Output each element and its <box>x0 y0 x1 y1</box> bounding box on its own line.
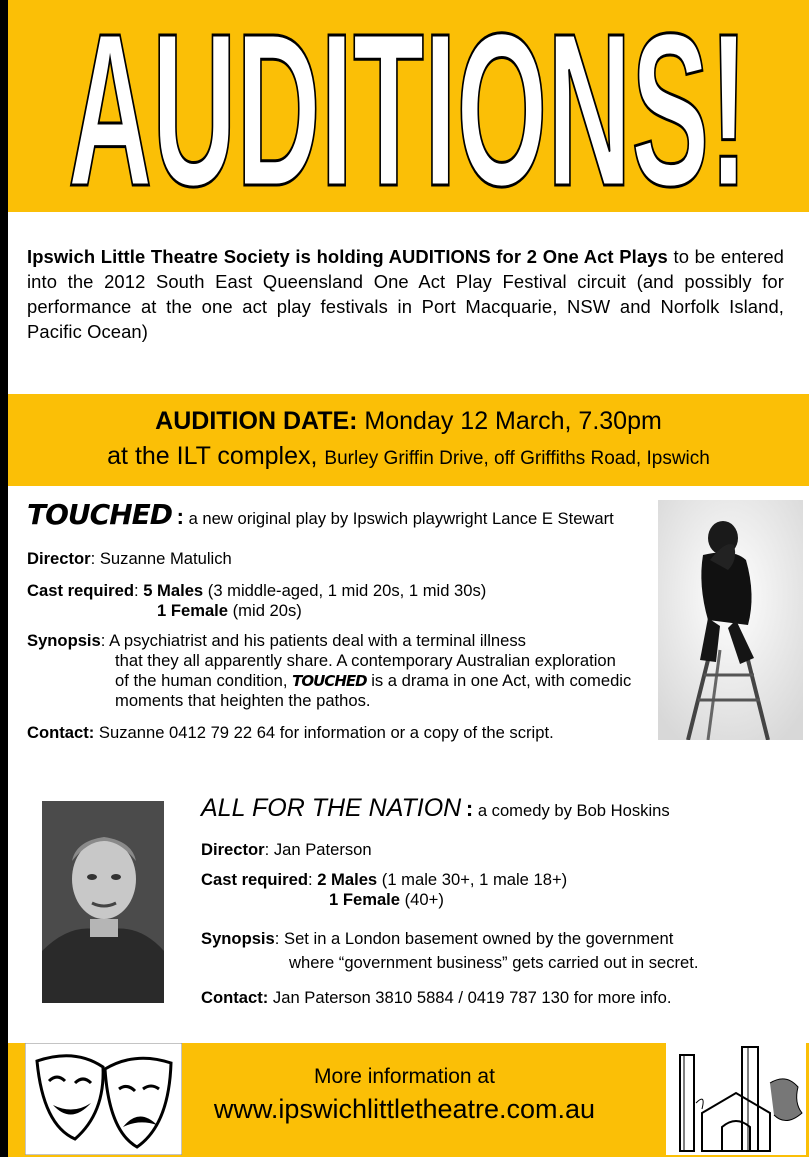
synopsis-line-1: : A psychiatrist and his patients deal with a terminal illness <box>100 631 526 650</box>
title-colon: : <box>465 796 474 821</box>
cast-males-detail: (3 middle-aged, 1 mid 20s, 1 mid 30s) <box>207 581 487 600</box>
audition-date-band <box>8 394 809 486</box>
synopsis-line-3b: is a drama in one Act, with comedic <box>371 671 632 690</box>
cast-sep: : <box>307 870 318 889</box>
website-link[interactable]: www.ipswichlittletheatre.com.au <box>213 1094 596 1124</box>
synopsis-line-1: : Set in a London basement owned by the government <box>274 929 674 948</box>
audition-venue-value: Burley Griffin Drive, off Griffiths Road, Ipswich <box>324 448 710 469</box>
play-touched-title: TOUCHED <box>27 498 172 531</box>
play-touched-tagline: a new original play by Ipswich playwright Lance E Stewart <box>188 509 614 528</box>
play-nation-tagline: a comedy by Bob Hoskins <box>477 801 670 820</box>
synopsis-line-4: moments that heighten the pathos. <box>115 691 371 710</box>
cast-row <box>201 870 567 890</box>
contact-value: Suzanne 0412 79 22 64 for information or a copy of the script. <box>98 723 554 742</box>
synopsis-line-2: that they all apparently share. A contemporary Australian exploration <box>115 651 616 670</box>
director-label: Director <box>201 840 265 859</box>
play-nation-title: ALL FOR THE NATION <box>201 794 462 822</box>
director-row <box>201 840 372 860</box>
cast-female-row <box>157 601 302 621</box>
more-info-text: More information at <box>314 1065 495 1088</box>
contact-label: Contact: <box>201 988 269 1007</box>
synopsis-line-3a: of the human condition, <box>115 671 288 690</box>
intro-rest: to be entered into the 2012 South East Queensland One Act Play Festival circuit (and possibly for performance at the one act play festivals in Port Macquarie, NSW and Norfolk Island, Pacific Ocean) <box>27 246 785 342</box>
cast-female-detail: (40+) <box>404 890 444 909</box>
synopsis-line-3-row <box>115 671 631 691</box>
synopsis-line-2-row <box>289 953 699 973</box>
audition-date-label: AUDITION DATE: <box>155 407 358 435</box>
synopsis-label: Synopsis <box>27 631 101 650</box>
play-all-for-the-nation <box>201 794 801 1018</box>
cast-female-row <box>329 890 444 910</box>
cast-sep: : <box>133 581 144 600</box>
play-touched-title-row <box>27 498 614 531</box>
title-colon: : <box>176 504 184 529</box>
audition-date-value: Monday 12 March, 7.30pm <box>364 407 662 435</box>
synopsis-line-2-row <box>115 651 616 671</box>
contact-label: Contact: <box>27 723 95 742</box>
cast-female: 1 Female <box>329 890 401 909</box>
cast-males-detail: (1 male 30+, 1 male 18+) <box>381 870 568 889</box>
synopsis-label: Synopsis <box>201 929 275 948</box>
cast-males: 2 Males <box>317 870 378 889</box>
synopsis-row <box>201 929 673 949</box>
cast-female: 1 Female <box>157 601 229 620</box>
intro-lead: Ipswich Little Theatre Society is holding AUDITIONS for 2 One Act Plays <box>27 246 668 267</box>
touched-silhouette-photo <box>658 500 803 740</box>
cast-row <box>27 581 486 601</box>
synopsis-line-2: where “government business” gets carried out in secret. <box>289 953 699 972</box>
play-nation-title-row <box>201 794 670 822</box>
play-touched <box>27 498 667 755</box>
contact-row <box>27 723 554 743</box>
headline <box>0 0 809 212</box>
headline-text: AUDITIONS! <box>68 0 748 212</box>
director-row <box>27 549 232 569</box>
synopsis-line-4-row <box>115 691 371 711</box>
synopsis-play-title: TOUCHED <box>292 672 367 690</box>
cast-female-detail: (mid 20s) <box>232 601 302 620</box>
audition-venue-label: at the ILT complex, <box>107 442 318 470</box>
cast-label: Cast required <box>27 581 134 600</box>
director-value: : Jan Paterson <box>264 840 372 859</box>
intro-paragraph <box>27 244 784 344</box>
director-label: Director <box>27 549 91 568</box>
audition-venue-line <box>8 442 809 471</box>
contact-value: Jan Paterson 3810 5884 / 0419 787 130 for more info. <box>272 988 672 1007</box>
cast-males: 5 Males <box>143 581 204 600</box>
theatre-building-sketch <box>666 1043 806 1155</box>
cast-label: Cast required <box>201 870 308 889</box>
synopsis-row <box>27 631 526 651</box>
audition-date-line <box>8 407 809 436</box>
bob-hoskins-photo <box>42 801 164 1003</box>
director-value: : Suzanne Matulich <box>90 549 232 568</box>
contact-row <box>201 988 671 1008</box>
